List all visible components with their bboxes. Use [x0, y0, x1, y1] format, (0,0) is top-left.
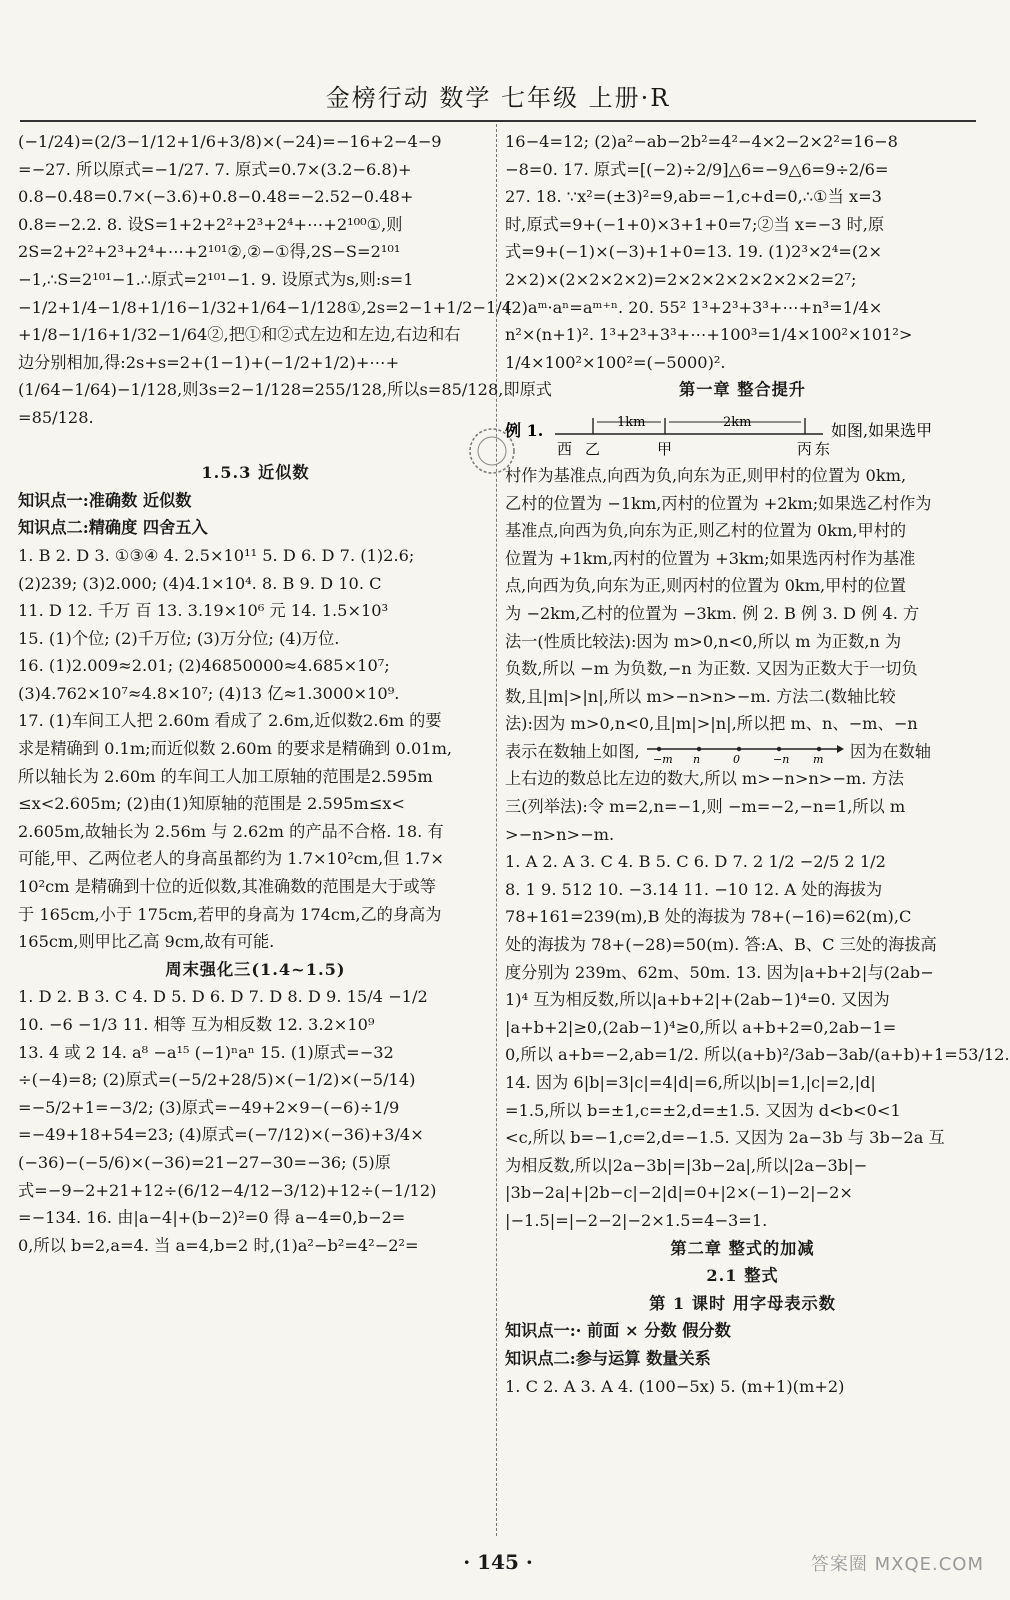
west-label: 西 — [557, 439, 573, 458]
page-header: 金榜行动 数学 七年级 上册·R — [325, 84, 671, 112]
number-line-svg — [645, 740, 845, 767]
text-line: 时,原式=9+(−1+0)×3+1+0=7;②当 x=−3 时,原 — [505, 214, 885, 234]
text-line — [18, 432, 493, 460]
text-line: 165cm,则甲比乙高 9cm,故有可能. — [18, 932, 275, 952]
text-line: 78+161=239(m),B 处的海拔为 78+(−16)=62(m),C — [505, 907, 912, 927]
text-line: 第一章 整合提升 — [679, 380, 806, 400]
text-line: 点,向西为负,向东为正,则丙村的位置为 0km,甲村的位置 — [505, 576, 907, 596]
text-line: 1. D 2. B 3. C 4. D 5. D 6. D 7. D 8. D 9. 15/4 −1/2 — [18, 987, 428, 1007]
number-line-point — [697, 747, 701, 751]
text-line: =85/128. — [18, 407, 94, 427]
text-line: −1,∴S=2¹⁰¹−1.∴原式=2¹⁰¹−1. 9. 设原式为s,则:s=1 — [18, 269, 414, 289]
page-number: · 145 · — [463, 1550, 533, 1574]
text-line: (−1/24)=(2/3−1/12+1/6+3/8)×(−24)=−16+2−4−9 — [18, 132, 442, 151]
number-line-point — [657, 747, 661, 751]
text-line: 处的海拔为 78+(−28)=50(m). 答:A、B、C 三处的海拔高 — [505, 935, 937, 955]
text-line: =−49+18+54=23; (4)原式=(−7/12)×(−36)+3/4× — [18, 1125, 424, 1145]
text-line: 负数,所以 −m 为负数,−n 为正数. 又因为正数大于一切负 — [505, 659, 918, 679]
number-line-label: −m — [652, 753, 673, 767]
text-line: 可能,甲、乙两位老人的身高虽都约为 1.7×10²cm,但 1.7× — [18, 849, 444, 869]
text-line: |a+b+2|≥0,(2ab−1)⁴≥0,所以 a+b+2=0,2ab−1= — [505, 1017, 897, 1037]
village-diagram-svg — [505, 406, 975, 462]
text-line: 第二章 整式的加减 — [670, 1238, 815, 1258]
column-separator — [496, 124, 497, 1536]
text-line: 于 165cm,小于 175cm,若甲的身高为 174cm,乙的身高为 — [18, 904, 442, 924]
yi-label: 乙 — [585, 439, 601, 458]
text-line: 2.1 整式 — [706, 1266, 779, 1286]
text-line: 求是精确到 0.1m;而近似数 2.60m 的要求是精确到 0.01m, — [18, 739, 453, 759]
text-line: 10²cm 是精确到十位的近似数,其准确数的范围是大于或等 — [18, 877, 436, 897]
text-line: 边分别相加,得:2s+s=2+(1−1)+(−1/2+1/2)+⋯+ — [18, 352, 400, 372]
text-line: −8=0. 17. 原式=[(−2)÷2/9]△6=−9△6=9÷2/6= — [505, 159, 889, 179]
text-line: =−5/2+1=−3/2; (3)原式=−49+2×9−(−6)÷1/9 — [18, 1097, 400, 1117]
text-line: 1. A 2. A 3. C 4. B 5. C 6. D 7. 2 1/2 −2/5 2 1/2 — [505, 852, 886, 872]
text-line: 2.605m,故轴长为 2.56m 与 2.62m 的产品不合格. 18. 有 — [18, 821, 444, 841]
watermark: 答案圈 MXQE.COM — [810, 1554, 984, 1575]
right-bottom-block — [505, 765, 1010, 1400]
text-line: 式=9+(−1)×(−3)+1+0=13. 19. (1)2³×2⁴=(2× — [505, 242, 883, 262]
header-rule — [20, 120, 976, 122]
text-line: 1.5.3 近似数 — [201, 463, 310, 483]
text-line: >−n>n>−m. — [505, 824, 615, 844]
text-line: 1. C 2. A 3. A 4. (100−5x) 5. (m+1)(m+2) — [505, 1376, 845, 1396]
text-line: (2)239; (3)2.000; (4)4.1×10⁴. 8. B 9. D 10. C — [18, 573, 382, 593]
right-mid-block — [505, 462, 980, 738]
text-line: 14. 因为 6|b|=3|c|=4|d|=6,所以|b|=1,|c|=2,|d| — [505, 1073, 876, 1092]
jia-label: 甲 — [657, 439, 673, 458]
text-line: 2S=2+2²+2³+2⁴+⋯+2¹⁰¹②,②−①得,2S−S=2¹⁰¹ — [18, 242, 401, 262]
text-line: 第 1 课时 用字母表示数 — [649, 1293, 836, 1313]
text-line: 周末强化三(1.4~1.5) — [165, 959, 346, 979]
numline-before: 表示在数轴上如图, — [505, 741, 640, 761]
text-line: <c,所以 b=−1,c=2,d=−1.5. 又因为 2a−3b 与 3b−2a 互 — [505, 1128, 945, 1148]
text-line: 16. (1)2.009≈2.01; (2)46850000≈4.685×10⁷; — [18, 656, 390, 676]
text-line: 13. 4 或 2 14. a⁸ −a¹⁵ (−1)ⁿaⁿ 15. (1)原式=−32 — [18, 1042, 394, 1062]
text-line: 三(列举法):令 m=2,n=−1,则 −m=−2,−n=1,所以 m — [505, 797, 906, 817]
text-line: (1/64−1/64)−1/128,则3s=2−1/128=255/128,所以s=85/128,即原式 — [18, 380, 552, 400]
text-line: =1.5,所以 b=±1,c=±2,d=±1.5. 又因为 d<b<0<1 — [505, 1100, 901, 1120]
text-line: 1. B 2. D 3. ①③④ 4. 2.5×10¹¹ 5. D 6. D 7. (1)2.6; — [18, 545, 415, 565]
text-line: 知识点二:参与运算 数量关系 — [505, 1348, 711, 1368]
text-line: +1/8−1/16+1/32−1/64②,把①和②式左边和左边,右边和右 — [18, 325, 461, 345]
number-line-label: 0 — [732, 753, 740, 767]
text-line: 法一(性质比较法):因为 m>0,n<0,所以 m 为正数,n 为 — [505, 631, 902, 651]
diagram-trailing-text: 如图,如果选甲 — [831, 420, 933, 440]
text-line: 村作为基准点,向西为负,向东为正,则甲村的位置为 0km, — [505, 465, 907, 485]
text-line: 法):因为 m>0,n<0,且|m|>|n|,所以把 m、n、−m、−n — [505, 714, 918, 734]
text-line: =−134. 16. 由|a−4|+(b−2)²=0 得 a−4=0,b−2= — [18, 1208, 406, 1228]
numline-after: 因为在数轴 — [849, 741, 931, 761]
text-line: 10. −6 −1/3 11. 相等 互为相反数 12. 3.2×10⁹ — [18, 1015, 375, 1034]
text-line: 17. (1)车间工人把 2.60m 看成了 2.6m,近似数2.6m 的要 — [18, 711, 442, 731]
east-label: 东 — [815, 439, 831, 458]
text-line: 0.8=−2.2. 8. 设S=1+2+2²+2³+2⁴+⋯+2¹⁰⁰①,则 — [18, 214, 403, 234]
text-line: 数,且|m|>|n|,所以 m>−n>n>−m. 方法二(数轴比较 — [505, 686, 896, 706]
text-line: (3)4.762×10⁷≈4.8×10⁷; (4)13 亿≈1.3000×10⁹. — [18, 683, 400, 703]
text-line: ÷(−4)=8; (2)原式=(−5/2+28/5)×(−1/2)×(−5/14) — [18, 1070, 416, 1090]
text-line: −1/2+1/4−1/8+1/16−1/32+1/64−1/128①,2s=2−1+1/2−1/4 — [18, 297, 513, 317]
number-line-point — [817, 747, 821, 751]
text-line: 式=−9−2+21+12÷(6/12−4/12−3/12)+12÷(−1/12) — [18, 1180, 437, 1200]
text-line: 所以轴长为 2.60m 的车间工人加工原轴的范围是2.595m — [18, 766, 433, 786]
number-line-point — [777, 747, 781, 751]
text-line: (−36)−(−5/6)×(−36)=21−27−30=−36; (5)原 — [18, 1152, 391, 1172]
village-diagram — [505, 406, 980, 462]
text-line: 知识点一:· 前面 × 分数 假分数 — [505, 1321, 731, 1341]
text-line: n²×(n+1)². 1³+2³+3³+⋯+100³=1/4×100²×101²> — [505, 325, 913, 345]
text-line: 2×2)×(2×2×2×2)=2×2×2×2×2×2×2=2⁷; — [505, 269, 857, 289]
text-line: 0,所以 b=2,a=4. 当 a=4,b=2 时,(1)a²−b²=4²−2²= — [18, 1235, 419, 1255]
text-line: ≤x<2.605m; (2)由(1)知原轴的范围是 2.595m≤x< — [18, 794, 405, 814]
text-line: 上右边的数总比左边的数大,所以 m>−n>n>−m. 方法 — [505, 769, 904, 789]
text-line: (2)aᵐ·aⁿ=aᵐ⁺ⁿ. 20. 55² 1³+2³+3³+⋯+n³=1/4× — [505, 297, 883, 317]
number-line-label: n — [692, 753, 700, 767]
text-line: 0.8−0.48=0.7×(−3.6)+0.8−0.48=−2.52−0.48+ — [18, 187, 414, 207]
number-line-point — [737, 747, 741, 751]
number-line-arrow — [837, 745, 844, 753]
text-line: 0,所以 a+b=−2,ab=1/2. 所以(a+b)²/3ab−3ab/(a+b)+1=53/12. — [505, 1045, 1010, 1065]
text-line: 知识点一:准确数 近似数 — [18, 490, 192, 510]
text-line: 27. 18. ∵x²=(±3)²=9,ab=−1,c+d=0,∴①当 x=3 — [505, 187, 882, 207]
text-line: 知识点二:精确度 四舍五入 — [18, 518, 208, 538]
text-line: |3b−2a|+|2b−c|−2|d|=0+|2×(−1)−2|−2× — [505, 1183, 853, 1203]
text-line: 基准点,向西为负,向东为正,则乙村的位置为 0km,甲村的 — [505, 521, 907, 541]
number-line-label: −n — [772, 753, 790, 767]
text-line: 16−4=12; (2)a²−ab−2b²=4²−4×2−2×2²=16−8 — [505, 132, 898, 151]
text-line: 8. 1 9. 512 10. −3.14 11. −10 12. A 处的海拔为 — [505, 879, 883, 899]
example-label: 例 1. — [505, 420, 544, 440]
text-line: |−1.5|=|−2−2|−2×1.5=4−3=1. — [505, 1210, 768, 1230]
text-line: 为相反数,所以|2a−3b|=|3b−2a|,所以|2a−3b|− — [505, 1155, 868, 1175]
text-line: 位置为 +1km,丙村的位置为 +3km;如果选丙村作为基准 — [505, 548, 916, 568]
text-line: 度分别为 239m、62m、50m. 13. 因为|a+b+2|与(2ab− — [505, 962, 934, 982]
text-line: 乙村的位置为 −1km,丙村的位置为 +2km;如果选乙村作为 — [505, 493, 932, 513]
text-line: 1/4×100²×100²=(−5000)². — [505, 352, 726, 372]
seg2-label: 2km — [723, 414, 752, 430]
text-line: =−27. 所以原式=−1/27. 7. 原式=0.7×(3.2−6.8)+ — [18, 159, 412, 179]
bing-label: 丙 — [797, 439, 813, 458]
right-column — [505, 128, 1010, 1400]
text-line: 1)⁴ 互为相反数,所以|a+b+2|+(2ab−1)⁴=0. 又因为 — [505, 990, 890, 1010]
text-line: 11. D 12. 千万 百 13. 3.19×10⁶ 元 14. 1.5×10³ — [18, 601, 389, 621]
text-line: 为 −2km,乙村的位置为 −3km. 例 2. B 例 3. D 例 4. 方 — [505, 603, 920, 623]
seg1-label: 1km — [617, 414, 646, 430]
text-line: 15. (1)个位; (2)千万位; (3)万分位; (4)万位. — [18, 628, 340, 648]
right-top-block — [505, 128, 980, 404]
number-line-label: m — [812, 753, 824, 767]
number-line-row — [505, 738, 980, 766]
